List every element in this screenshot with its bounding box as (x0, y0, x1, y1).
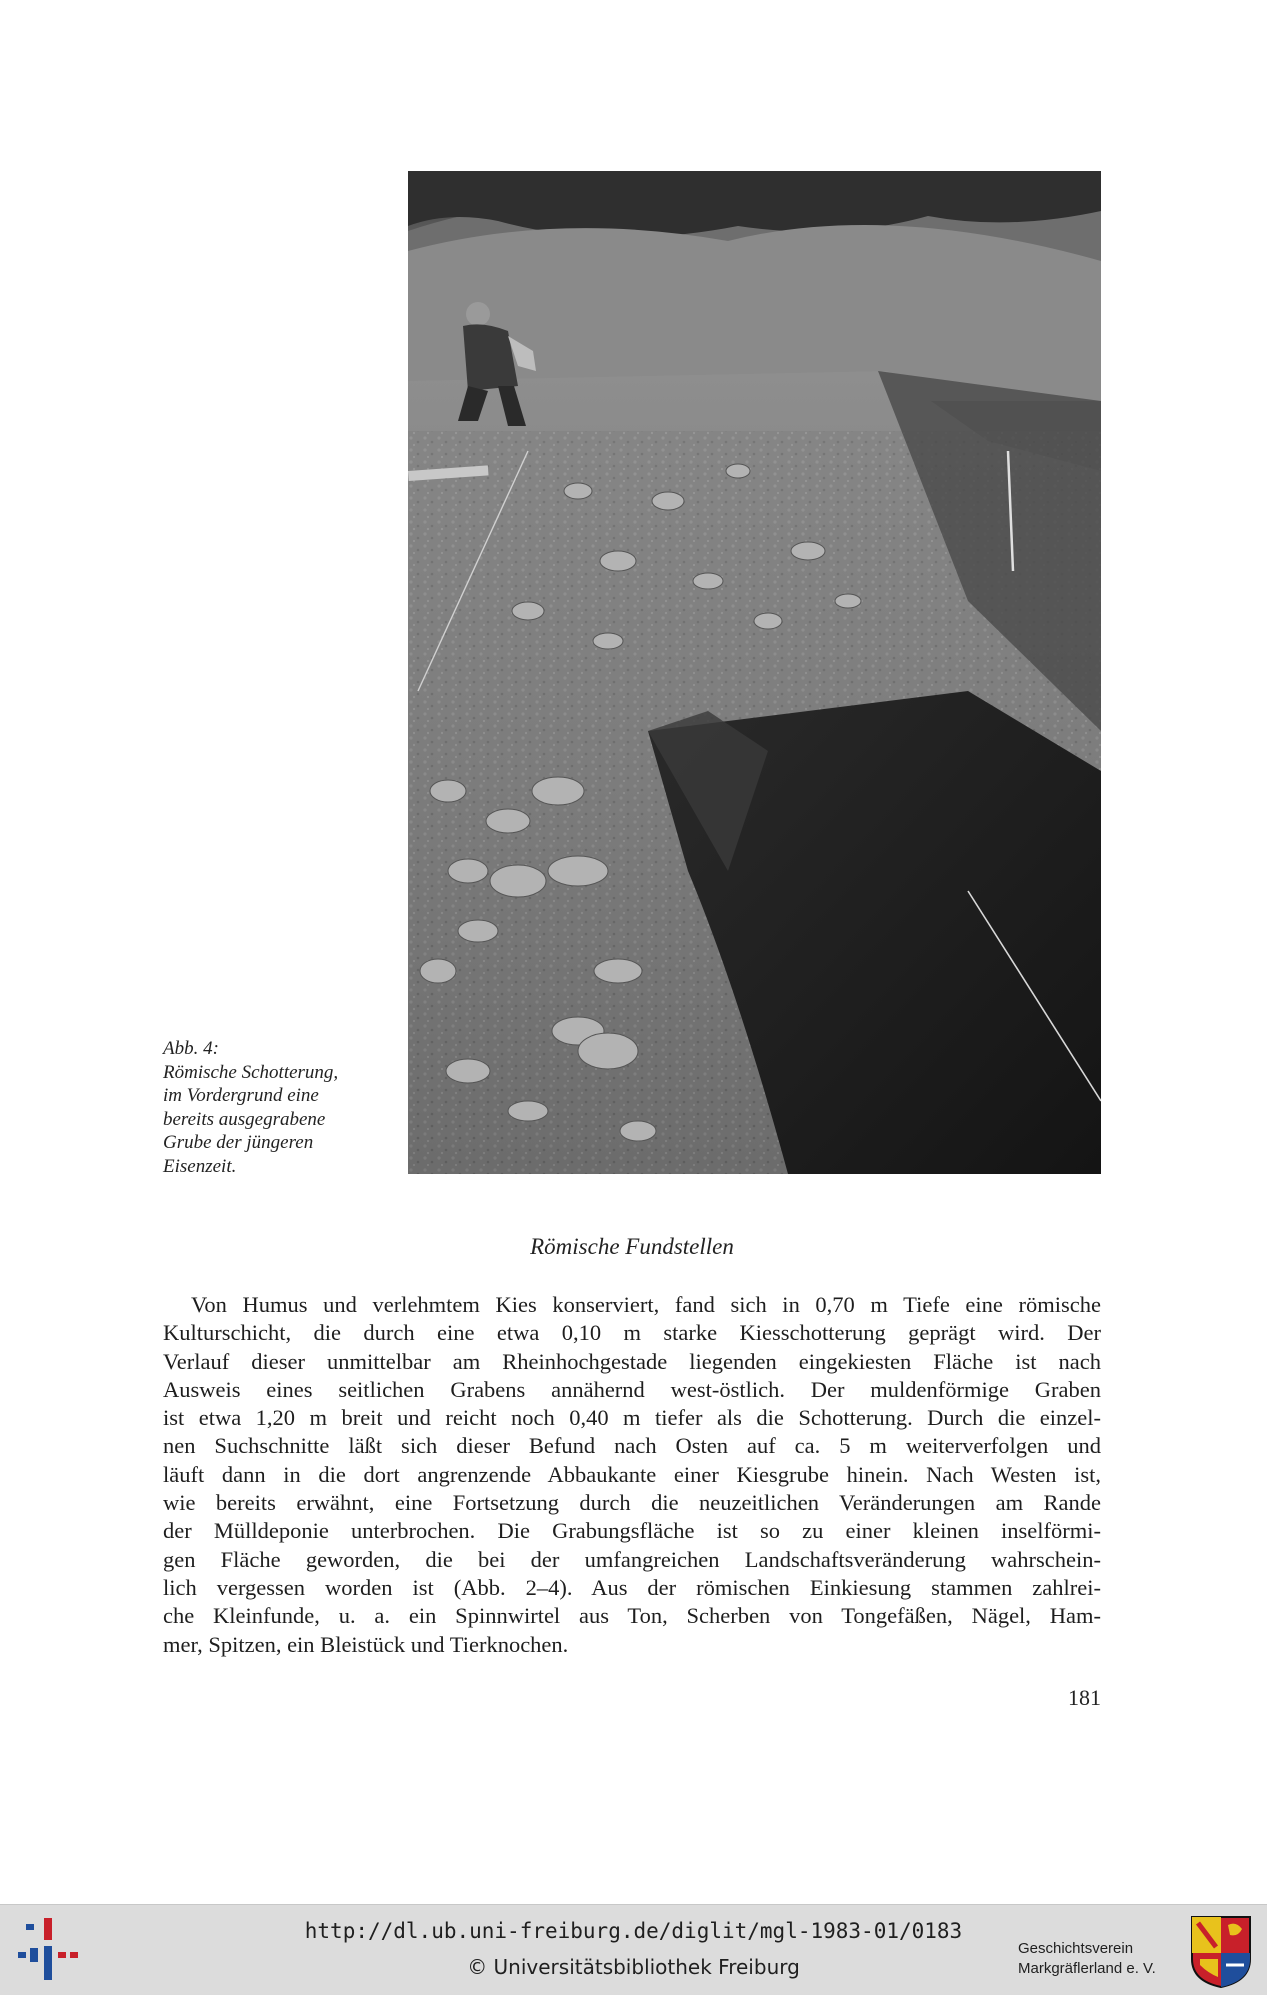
paragraph-line: Von Humus und verlehmtem Kies konserviert, fand sich in 0,70 m Tiefe eine römische (191, 1292, 1101, 1317)
excavation-photo-image (408, 171, 1101, 1174)
caption-line: Römische Schotterung, (163, 1061, 339, 1083)
paragraph-line: Verlauf dieser unmittelbar am Rheinhochgestade liegenden eingekiesten Fläche ist nach (163, 1348, 1101, 1374)
organization-line: Markgräflerland e. V. (1018, 1960, 1156, 1977)
paragraph-line: mer, Spitzen, ein Bleistück und Tierknochen. (163, 1631, 569, 1657)
caption-line: bereits ausgegrabene (163, 1108, 326, 1130)
viewer-footer-bar (0, 1904, 1267, 1995)
excavation-photograph (408, 171, 1101, 1174)
organization-line: Geschichtsverein (1018, 1940, 1134, 1957)
paragraph-line: ist etwa 1,20 m breit und reicht noch 0,40 m tiefer als die Schotterung. Durch die einzel- (163, 1405, 1101, 1431)
caption-line: Abb. 4: (163, 1038, 219, 1059)
paragraph-line: gen Fläche geworden, die bei der umfangreichen Landschaftsveränderung wahrschein- (163, 1546, 1101, 1572)
caption-line: Grube der jüngeren (163, 1132, 314, 1153)
paragraph-line: der Mülldeponie unterbrochen. Die Grabungsfläche ist so zu einer kleinen inselförmi- (163, 1518, 1101, 1544)
page-number: 181 (1068, 1685, 1101, 1710)
organization-name (1018, 1939, 1188, 1979)
section-heading: Römische Fundstellen (530, 1234, 734, 1259)
coat-of-arms-icon[interactable] (1190, 1915, 1252, 1989)
paragraph-line: lich vergessen worden ist (Abb. 2–4). Aus der römischen Einkiesung stammen zahlrei- (163, 1574, 1101, 1600)
paragraph-line: Kulturschicht, die durch eine etwa 0,10 m starke Kiesschotterung geprägt wird. Der (163, 1320, 1101, 1346)
figure-caption (163, 1037, 403, 1178)
caption-line: im Vordergrund eine (163, 1085, 319, 1106)
paragraph-line: läuft dann in die dort angrenzende Abbaukante einer Kiesgrube hinein. Nach Westen ist, (163, 1461, 1101, 1487)
paragraph-line: nen Suchschnitte läßt sich dieser Befund nach Osten auf ca. 5 m weiterverfolgen und (163, 1433, 1101, 1459)
caption-line: Eisenzeit. (163, 1155, 237, 1177)
body-paragraph (163, 1291, 1101, 1659)
document-url-link[interactable]: http://dl.ub.uni-freiburg.de/diglit/mgl-1983-01/0183 (304, 1919, 963, 1943)
paragraph-line: wie bereits erwähnt, eine Fortsetzung durch die neuzeitlichen Veränderungen am Rande (163, 1490, 1101, 1516)
copyright-notice: © Universitätsbibliothek Freiburg (467, 1955, 800, 1979)
paragraph-line: Ausweis eines seitlichen Grabens annähernd west-östlich. Der muldenförmige Graben (163, 1376, 1101, 1402)
paragraph-line: che Kleinfunde, u. a. ein Spinnwirtel aus Ton, Scherben von Tongefäßen, Nägel, Ham- (163, 1603, 1101, 1629)
